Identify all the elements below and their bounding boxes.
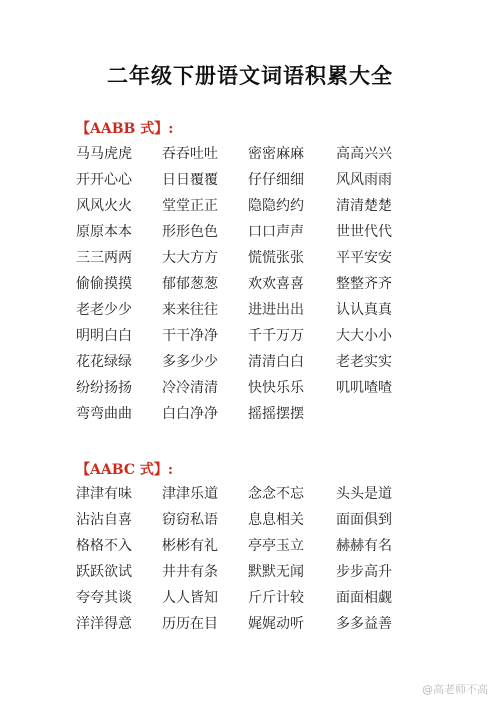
word-row — [76, 270, 436, 296]
word-item: 多多益善 — [336, 616, 392, 632]
word-row — [76, 584, 436, 610]
word-item: 大大方方 — [162, 250, 218, 266]
word-item: 井井有条 — [162, 564, 218, 580]
word-item: 念念不忘 — [248, 486, 304, 502]
word-grid-aabb — [76, 140, 436, 426]
word-item: 千千万万 — [248, 328, 304, 344]
word-item: 风风雨雨 — [336, 172, 392, 188]
word-item: 马马虎虎 — [76, 146, 132, 162]
word-item: 白白净净 — [162, 406, 218, 422]
word-item: 息息相关 — [248, 512, 304, 528]
word-item: 娓娓动听 — [248, 616, 304, 632]
word-item: 斤斤计较 — [248, 590, 304, 606]
word-item: 面面俱到 — [336, 512, 392, 528]
word-item: 洋洋得意 — [76, 616, 132, 632]
word-item: 密密麻麻 — [248, 146, 304, 162]
word-item: 仔仔细细 — [248, 172, 304, 188]
word-item: 清清楚楚 — [336, 198, 392, 214]
word-row — [76, 374, 436, 400]
word-row — [76, 348, 436, 374]
word-item: 老老少少 — [76, 302, 132, 318]
word-item: 多多少少 — [162, 354, 218, 370]
word-item: 整整齐齐 — [336, 276, 392, 292]
word-row — [76, 400, 436, 426]
section-label-aabc: 【AABC 式】: — [76, 462, 174, 478]
word-item: 平平安安 — [336, 250, 392, 266]
word-item: 认认真真 — [336, 302, 392, 318]
word-item: 花花绿绿 — [76, 354, 132, 370]
word-row — [76, 296, 436, 322]
word-row — [76, 532, 436, 558]
word-item: 形形色色 — [162, 224, 218, 240]
word-item: 津津乐道 — [162, 486, 218, 502]
word-grid-aabc — [76, 480, 436, 636]
word-item: 彬彬有礼 — [162, 538, 218, 554]
word-item: 窃窃私语 — [162, 512, 218, 528]
word-item: 老老实实 — [336, 354, 392, 370]
word-item: 开开心心 — [76, 172, 132, 188]
word-item: 高高兴兴 — [336, 146, 392, 162]
word-row — [76, 610, 436, 636]
word-item: 格格不入 — [76, 538, 132, 554]
word-item: 口口声声 — [248, 224, 304, 240]
word-item: 面面相觑 — [336, 590, 392, 606]
word-item: 明明白白 — [76, 328, 132, 344]
word-item: 快快乐乐 — [248, 380, 304, 396]
word-item: 世世代代 — [336, 224, 392, 240]
word-item: 沾沾自喜 — [76, 512, 132, 528]
word-item: 头头是道 — [336, 486, 392, 502]
word-item: 弯弯曲曲 — [76, 406, 132, 422]
page-title: 二年级下册语文词语积累大全 — [107, 64, 393, 88]
word-item: 摇摇摆摆 — [248, 406, 304, 422]
word-row — [76, 244, 436, 270]
word-row — [76, 322, 436, 348]
word-row — [76, 218, 436, 244]
word-item: 隐隐约约 — [248, 198, 304, 214]
word-item: 原原本本 — [76, 224, 132, 240]
word-item: 欢欢喜喜 — [248, 276, 304, 292]
word-item: 清清白白 — [248, 354, 304, 370]
word-item: 来来往往 — [162, 302, 218, 318]
word-item: 进进出出 — [248, 302, 304, 318]
word-item: 跃跃欲试 — [76, 564, 132, 580]
word-item: 大大小小 — [336, 328, 392, 344]
word-item: 人人皆知 — [162, 590, 218, 606]
word-item: 郁郁葱葱 — [162, 276, 218, 292]
word-item: 津津有味 — [76, 486, 132, 502]
word-item: 堂堂正正 — [162, 198, 218, 214]
word-row — [76, 166, 436, 192]
word-item: 偷偷摸摸 — [76, 276, 132, 292]
word-item: 叽叽喳喳 — [336, 380, 392, 396]
word-item: 步步高升 — [336, 564, 392, 580]
word-item: 默默无闻 — [248, 564, 304, 580]
word-row — [76, 558, 436, 584]
word-row — [76, 480, 436, 506]
section-label-aabb: 【AABB 式】: — [76, 121, 174, 137]
word-item: 风风火火 — [76, 198, 132, 214]
word-item: 亭亭玉立 — [248, 538, 304, 554]
word-item: 赫赫有名 — [336, 538, 392, 554]
word-item: 日日覆覆 — [162, 172, 218, 188]
word-row — [76, 506, 436, 532]
word-item: 干干净净 — [162, 328, 218, 344]
word-item: 夸夸其谈 — [76, 590, 132, 606]
word-item: 历历在目 — [162, 616, 218, 632]
word-row — [76, 192, 436, 218]
word-item: 冷冷清清 — [162, 380, 218, 396]
word-row — [76, 140, 436, 166]
word-item: 纷纷扬扬 — [76, 380, 132, 396]
watermark: @高老师不高 — [422, 683, 488, 696]
word-item: 三三两两 — [76, 250, 132, 266]
word-item: 吞吞吐吐 — [162, 146, 218, 162]
word-item: 慌慌张张 — [248, 250, 304, 266]
